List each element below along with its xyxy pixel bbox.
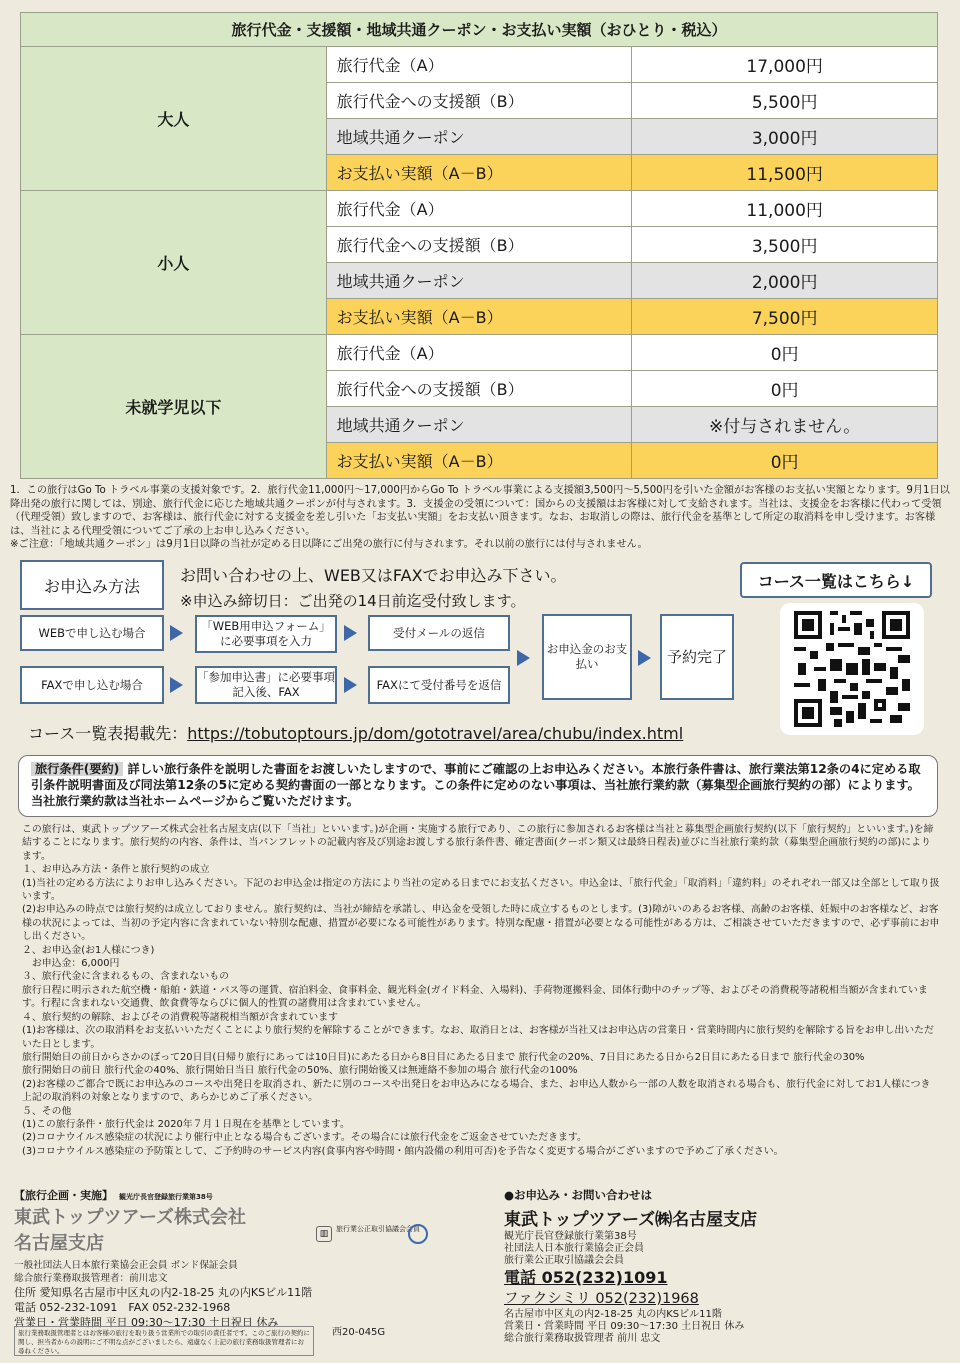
price-row-value: 7,500円 <box>632 299 938 335</box>
price-table <box>20 12 938 479</box>
price-row-label: 旅行代金（A） <box>326 335 632 371</box>
contact-registration: 観光庁長官登録旅行業第38号 <box>504 1231 637 1242</box>
fair-trade-seal-icon: ▥ <box>316 1226 332 1242</box>
notes <box>10 484 950 552</box>
application-deadline: ※申込み締切日：ご出発の14日前迄受付致します。 <box>180 592 526 610</box>
organizer-company-name: 東武トップツアーズ株式会社 <box>14 1207 247 1228</box>
contact-fax: ファクシミリ 052(232)1968 <box>504 1291 699 1307</box>
flow-payment: お申込金のお支払い <box>542 614 632 700</box>
flow-web-confirm: 受付メールの返信 <box>368 615 510 651</box>
course-url-line <box>28 721 683 744</box>
contact-tel[interactable]: 電話 052(232)1091 <box>504 1268 668 1287</box>
association-seals <box>316 1224 432 1248</box>
organizer-hours: 営業日・営業時間 平日 09:30～17:30 土日祝日 休み <box>14 1316 279 1329</box>
terms-paragraph: ４、旅行契約の解除、およびその消費税等諸税相当額が含まれています <box>22 1011 339 1023</box>
organizer-header <box>14 1187 334 1203</box>
price-row-value: 17,000円 <box>632 47 938 83</box>
price-row-value: 0円 <box>632 443 938 479</box>
course-list-button[interactable]: コース一覧はこちら↓ <box>740 562 932 598</box>
manager-note: 旅行業務取扱管理者とはお客様の旅行を取り扱う営業所での取引の責任者です。このご旅行の契約に関し、担当者からの説明にご不明な点がございましたら、遠慮なく上記の旅行業務取扱管理者にお尋ねください。 <box>14 1326 314 1356</box>
price-table-header: 旅行代金・支援額・地域共通クーポン・お支払い実額（おひとり・税込） <box>21 13 938 47</box>
price-group-name: 未就学児以下 <box>21 335 327 479</box>
conditions-lead: 旅行条件(要約) <box>31 762 123 776</box>
organizer-manager: 総合旅行業務取扱管理者：前川忠文 <box>14 1273 168 1284</box>
flow-arrow-icon <box>170 625 183 641</box>
terms-paragraph: (3)コロナウイルス感染症の予防策として、ご予約時のサービス内容(食事内容や時間・館内設備の利用可否)を予告なく変更する場合がございますので予めご了承ください。 <box>22 1145 784 1157</box>
qr-code[interactable] <box>780 603 924 735</box>
document-code: 西20-045G <box>332 1327 386 1338</box>
terms-paragraph: (1)当社の定める方法によりお申し込みください。下記のお申込金は指定の方法により当社の定める日までにお支払ください。申込金は、「旅行代金」「取消料」「違約料」のそれぞれ一部又は全部として取り扱います。 <box>22 877 940 903</box>
organizer-branch-name: 名古屋支店 <box>14 1233 104 1254</box>
price-row-label: 地域共通クーポン <box>326 407 632 443</box>
price-row-label: 旅行代金への支援額（B） <box>326 227 632 263</box>
price-row-label: お支払い実額（A－B） <box>326 299 632 335</box>
application-main-text: お問い合わせの上、WEB又はFAXでお申込み下さい。 <box>180 566 567 585</box>
price-row-value: 3,000円 <box>632 119 938 155</box>
terms <box>22 823 940 1158</box>
flow-fax-step: 「参加申込書」に必要事項記入後、FAX <box>195 666 337 704</box>
terms-paragraph: この旅行は、東武トップツアーズ株式会社名古屋支店(以下「当社」といいます。)が企画・実施する旅行であり、この旅行に参加されるお客様は当社と募集型企画旅行契約(以下「旅行契約」といいます。)を締結することになります。旅行契約の内容、条件は、当パンフレットの記載内容及び別途お渡しする旅行条件書、確定書面(クーポン類又は最終日程表)並びに当社旅行業約款（募集型企画旅行契約の部)によります。 <box>22 824 934 862</box>
terms-paragraph: (2)お客様のご都合で既にお申込みのコースや出発日を取消され、新たに別のコースや出発日をお申込みになる場合、また、お申込人数から一部の人数を取消される場合も、旅行代金に対してお1人様につき上記の取消料の対象となりますので、あらかじめご了承ください。 <box>22 1078 931 1104</box>
flow-complete: 予約完了 <box>660 614 734 700</box>
conditions-text: 詳しい旅行条件を説明した書面をお渡しいたしますので、事前にご確認の上お申込みください。本旅行条件書は、旅行業法第12条の4に定める取引条件説明書面及び同法第12条の5に定める契約書面の一部となります。この条件に定めのない事項は、当社旅行業約款（募集型企画旅行契約の部）によります。当社旅行業約款は当社ホームページからご覧いただけます。 <box>31 762 921 808</box>
note-1: 1．この旅行はGo To トラベル事業の支援対象です。2．旅行代金11,000円～17,000円からGo To トラベル事業による支援額3,500円～5,500円を引いた金額がお客様のお支払い実額となります。9月1日以降出発の旅行に関しては、別途、旅行代金に応じた地域共通クーポンが付与されます。3．支援金の受領について：国からの支援額はお客様に対して支給されます。当社は、支援金をお客様に代わって受領（代理受領）致しますので、お客様は、旅行代金に対する支援金を差し引いた「お支払い実額」をお支払い頂きます。なお、お取消しの際は、旅行代金を基準として所定の取消料を申し受けます。お客様は、当社による代理受領についてご了承の上お申し込みください。 <box>10 485 950 537</box>
price-row <box>21 335 938 371</box>
application-method-label: お申込み方法 <box>20 560 164 610</box>
price-row-label: 旅行代金（A） <box>326 47 632 83</box>
contact-address: 名古屋市中区丸の内2-18-25 丸の内KSビル11階 <box>504 1309 722 1320</box>
flow-arrow-icon <box>344 625 357 641</box>
contact-header: ●お申込み・お問い合わせは <box>504 1188 653 1202</box>
flow-web-step: 「WEB用申込フォーム」に必要事項を入力 <box>195 615 337 653</box>
terms-paragraph: ５、その他 <box>22 1105 72 1117</box>
price-row-value: 11,000円 <box>632 191 938 227</box>
footer-organizer <box>14 1187 334 1330</box>
course-url-link[interactable]: https://tobutoptours.jp/dom/gototravel/area/chubu/index.html <box>187 724 684 743</box>
price-group-name: 小人 <box>21 191 327 335</box>
flow-fax-case: FAXで申し込む場合 <box>20 666 164 704</box>
fair-trade-seal-text: 旅行業公正取引協議会会員 <box>336 1225 420 1233</box>
terms-paragraph: (2)お申込みの時点では旅行契約は成立しておりません。旅行契約は、当社が締結を承諾し、申込金を受領した時に成立するものとします。(3)障がいのあるお客様、高齢のお客様、妊娠中のお客様など、お客様の状況によっては、当初の予定内容に含まれていない特別な配慮、措置が必要になる可能性があります。特別な配慮・措置が必要となる可能性がある方は、ご相談させていただきますので、必ず事前にお申し出ください。 <box>22 904 940 943</box>
contact-company: 東武トップツアーズ㈱名古屋支店 <box>504 1210 758 1230</box>
price-table-header-row <box>21 13 938 47</box>
terms-paragraph: 旅行開始日の前日からさかのぼって20日目(日帰り旅行にあっては10日目)にあたる日から8日目にあたる日まで 旅行代金の20%、7日目にあたる日から2日目にあたる日まで 旅行代金の30% <box>22 1051 865 1063</box>
price-row-value: 11,500円 <box>632 155 938 191</box>
terms-paragraph: 旅行開始日の前日 旅行代金の40%、旅行開始日当日 旅行代金の50%、旅行開始後又は無連絡不参加の場合 旅行代金の100% <box>22 1065 578 1077</box>
price-row-value: 2,000円 <box>632 263 938 299</box>
flow-fax-confirm: FAXにて受付番号を返信 <box>368 666 510 704</box>
flow-arrow-icon <box>170 677 183 693</box>
terms-paragraph: お申込金：6,000円 <box>22 958 120 970</box>
terms-paragraph: 旅行日程に明示された航空機・船舶・鉄道・バス等の運賃、宿泊料金、食事料金、観光料金(ガイド料金、入場料)、手荷物運搬料金、団体行動中のチップ等、およびその消費税等諸税相当額が含まれています。行程に含まれない交通費、飲食費等ならびに個人的性質の諸費用は含まれていません。 <box>22 984 928 1010</box>
price-row <box>21 47 938 83</box>
organizer-association: 一般社団法人日本旅行業協会正会員 ボンド保証会員 <box>14 1260 238 1271</box>
footer-contact <box>504 1187 944 1345</box>
price-row-value: 0円 <box>632 371 938 407</box>
price-row <box>21 191 938 227</box>
price-row-value: 5,500円 <box>632 83 938 119</box>
conditions-box <box>18 755 938 817</box>
contact-fair-trade: 旅行業公正取引協議会会員 <box>504 1255 624 1266</box>
terms-paragraph: (2)コロナウイルス感染症の状況により催行中止となる場合もございます。その場合には旅行代金をご返金させていただきます。 <box>22 1132 587 1144</box>
flow-web-case: WEBで申し込む場合 <box>20 615 164 651</box>
terms-paragraph: ３、旅行代金に含まれるもの、含まれないもの <box>22 971 229 983</box>
jata-logo-icon <box>408 1224 428 1244</box>
price-row-label: 旅行代金への支援額（B） <box>326 371 632 407</box>
price-row-value: 3,500円 <box>632 227 938 263</box>
organizer-phone: 電話 052-232-1091 FAX 052-232-1968 <box>14 1301 231 1314</box>
price-row-label: お支払い実額（A－B） <box>326 155 632 191</box>
flow-arrow-icon <box>344 677 357 693</box>
price-row-value: 0円 <box>632 335 938 371</box>
price-row-label: 旅行代金（A） <box>326 191 632 227</box>
course-url-label: コース一覧表掲載先： <box>28 724 188 743</box>
organizer-address: 住所 愛知県名古屋市中区丸の内2-18-25 丸の内KSビル11階 <box>14 1286 313 1299</box>
price-row-label: 旅行代金への支援額（B） <box>326 83 632 119</box>
price-row-label: 地域共通クーポン <box>326 119 632 155</box>
qr-code-icon <box>794 611 910 727</box>
organizer-header-title: 【旅行企画・実施】 <box>14 1189 113 1202</box>
flow-arrow-icon <box>517 650 530 666</box>
price-row-value: ※付与されません。 <box>632 407 938 443</box>
contact-manager: 総合旅行業務取扱管理者 前川 忠文 <box>504 1333 661 1344</box>
terms-paragraph: ２、お申込金(お1人様につき) <box>22 944 155 956</box>
note-2: ※ご注意：「地域共通クーポン」は9月1日以降の当社が定める日以降にご出発の旅行に付与されます。それ以前の旅行には付与されません。 <box>10 539 648 550</box>
price-row-label: 地域共通クーポン <box>326 263 632 299</box>
terms-paragraph: １、お申込み方法・条件と旅行契約の成立 <box>22 864 210 876</box>
terms-paragraph: (1)お客様は、次の取消料をお支払いいただくことにより旅行契約を解除することができます。なお、取消日とは、お客様が当社又はお申込店の営業日・営業時間内に旅行契約を解除する旨をお申し出いただいた日とします。 <box>22 1025 934 1050</box>
contact-hours: 営業日・営業時間 平日 09:30～17:30 土日祝日 休み <box>504 1321 745 1332</box>
terms-paragraph: (1)この旅行条件・旅行代金は 2020年７月１日現在を基準としています。 <box>22 1118 350 1130</box>
contact-association: 社団法人日本旅行業協会正会員 <box>504 1243 644 1254</box>
flow-arrow-icon <box>638 650 651 666</box>
price-row-label: お支払い実額（A－B） <box>326 443 632 479</box>
price-group-name: 大人 <box>21 47 327 191</box>
organizer-registration: 観光庁長官登録旅行業第38号 <box>119 1193 213 1201</box>
